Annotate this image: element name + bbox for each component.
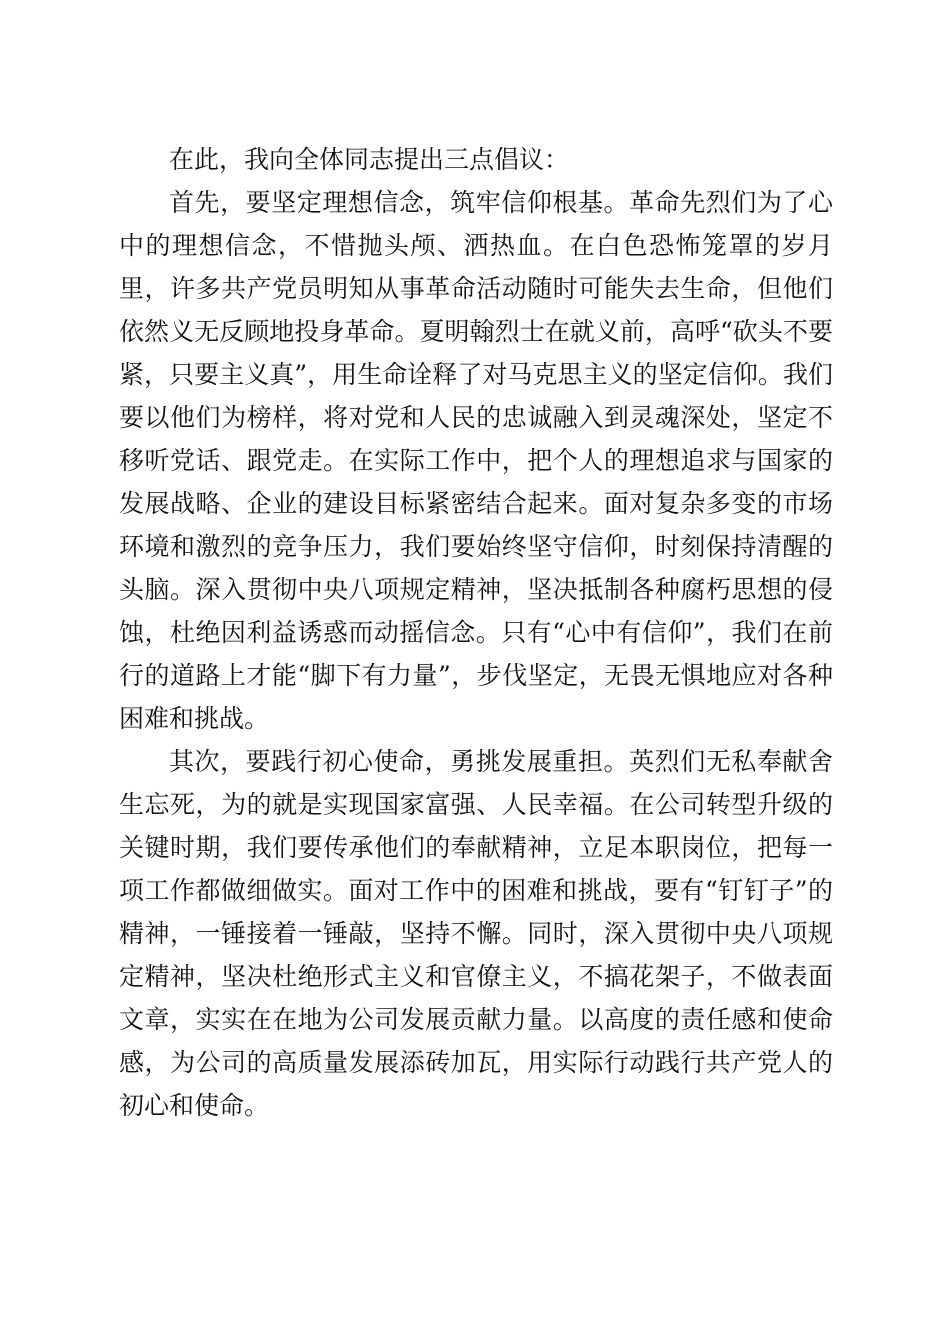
paragraph-intro: 在此，我向全体同志提出三点倡议：	[169, 145, 570, 174]
paragraph-first-proposal: 首先，要坚定理想信念，筑牢信仰根基。革命先烈们为了心中的理想信念，不惜抛头颅、洒热血。在白色恐怖笼罩的岁月里，许多共产党员明知从事革命活动随时可能失去生命，但他们依然义无反顾地投身革命。夏明翰烈士在就义前，高呼“砍头不要紧，只要主义真”，用生命诠释了对马克思主义的坚定信仰。我们要以他们为榜样，将对党和人民的忠诚融入到灵魂深处，坚定不移听党话、跟党走。在实际工作中，把个人的理想追求与国家的发展战略、企业的建设目标紧密结合起来。面对复杂多变的市场环境和激烈的竞争压力，我们要始终坚守信仰，时刻保持清醒的头脑。深入贯彻中央八项规定精神，坚决抵制各种腐朽思想的侵蚀，杜绝因利益诱惑而动摇信念。只有“心中有信仰”，我们在前行的道路上才能“脚下有力量”，步伐坚定，无畏无惧地应对各种困难和挑战。	[119, 188, 833, 733]
paragraph-second-proposal: 其次，要践行初心使命，勇挑发展重担。英烈们无私奉献舍生忘死，为的就是实现国家富强、人民幸福。在公司转型升级的关键时期，我们要传承他们的奉献精神，立足本职岗位，把每一项工作都做细做实。面对工作中的困难和挑战，要有“钉钉子”的精神，一锤接着一锤敲，坚持不懈。同时，深入贯彻中央八项规定精神，坚决杜绝形式主义和官僚主义，不搞花架子，不做表面文章，实实在在地为公司发展贡献力量。以高度的责任感和使命感，为公司的高质量发展添砖加瓦，用实际行动践行共产党人的初心和使命。	[119, 747, 833, 1120]
document-body	[119, 138, 833, 1127]
